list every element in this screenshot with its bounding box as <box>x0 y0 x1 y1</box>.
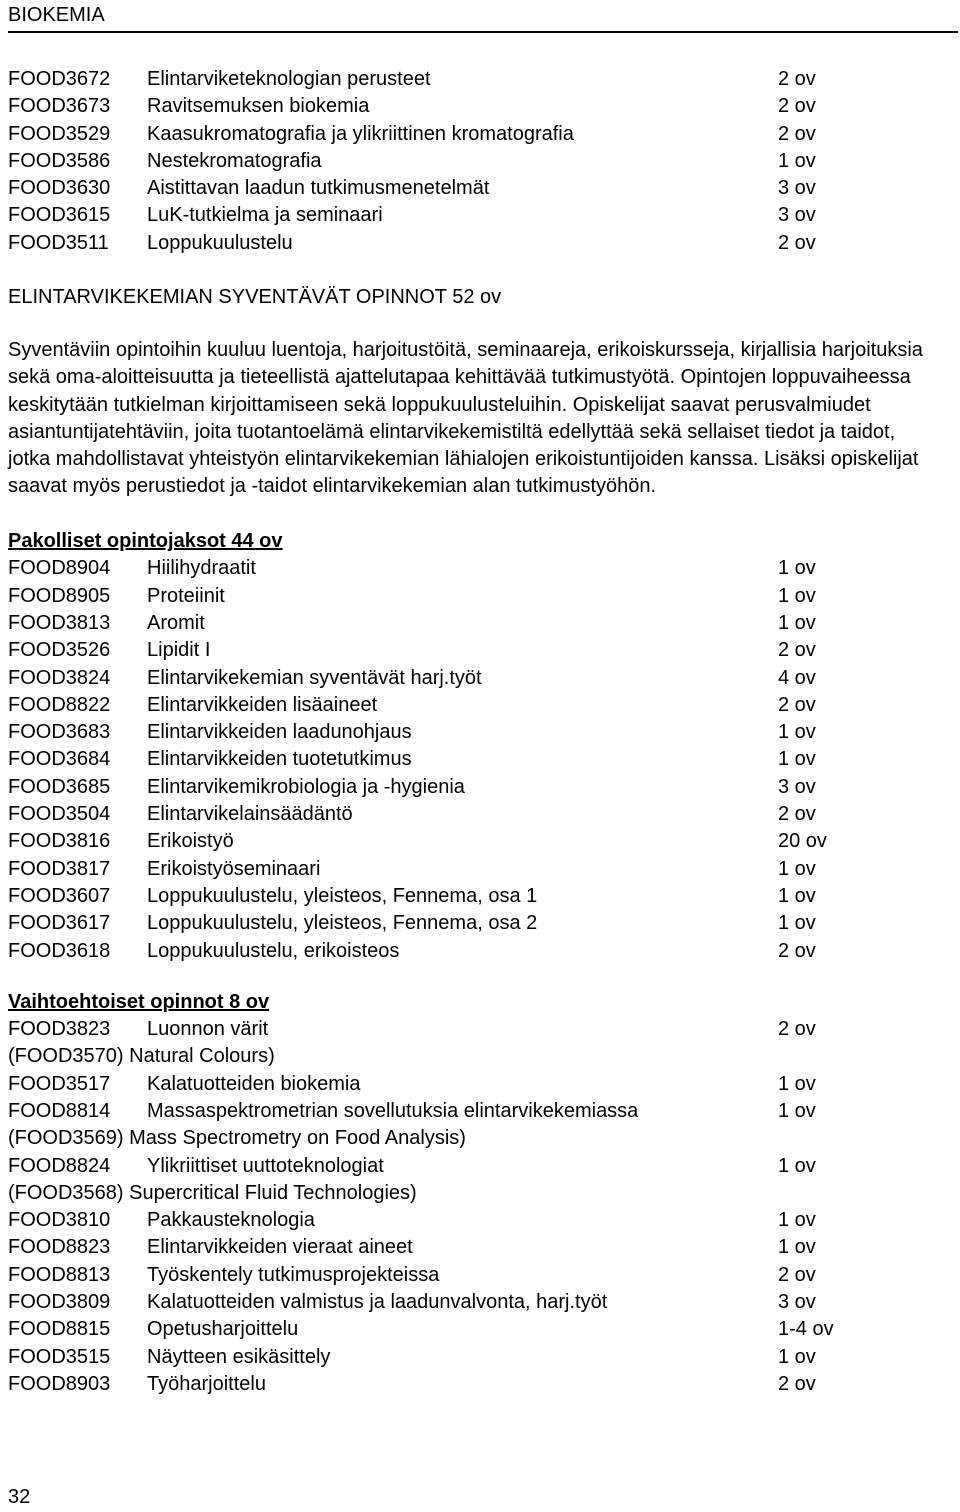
course-credits: 3 ov <box>778 204 816 227</box>
course-credits: 3 ov <box>778 177 816 200</box>
course-name: Loppukuulustelu, erikoisteos <box>147 939 400 962</box>
course-credits: 1 ov <box>778 584 816 607</box>
course-name: LuK-tutkielma ja seminaari <box>147 204 383 227</box>
course-row <box>8 719 938 746</box>
course-code: FOOD3529 <box>8 122 111 145</box>
course-row <box>8 1207 938 1234</box>
course-code: FOOD3630 <box>8 177 111 200</box>
course-name: Elintarviketeknologian perusteet <box>147 68 431 90</box>
course-name: Lipidit I <box>147 639 211 662</box>
course-name: Massaspektrometrian sovellutuksia elintarvikekemiassa <box>147 1099 639 1122</box>
course-credits: 1 ov <box>778 884 816 907</box>
course-credits: 1 ov <box>778 912 816 935</box>
course-row <box>8 202 938 229</box>
course-name: Nestekromatografia <box>147 149 322 172</box>
course-credits: 2 ov <box>778 68 816 90</box>
course-code: FOOD3684 <box>8 748 111 771</box>
course-name: Elintarvikekemian syventävät harj.työt <box>147 666 482 689</box>
course-row <box>8 1371 938 1398</box>
course-row <box>8 121 938 148</box>
english-course-title: (FOOD3568) Supercritical Fluid Technologies) <box>8 1181 417 1204</box>
course-row <box>8 828 938 855</box>
course-row <box>8 230 938 257</box>
course-row <box>8 1289 938 1316</box>
course-row <box>8 856 938 883</box>
course-row <box>8 175 938 202</box>
course-row <box>8 1234 938 1261</box>
course-code: FOOD8813 <box>8 1263 111 1286</box>
course-credits: 1 ov <box>778 857 816 880</box>
course-code: FOOD8815 <box>8 1318 111 1341</box>
header-divider <box>8 31 958 33</box>
course-code: FOOD3683 <box>8 721 111 744</box>
course-row <box>8 746 938 773</box>
advanced-studies-heading: ELINTARVIKEKEMIAN SYVENTÄVÄT OPINNOT 52 ov <box>8 286 502 309</box>
course-row <box>8 555 938 582</box>
course-row <box>8 148 938 175</box>
course-code: FOOD8823 <box>8 1236 111 1259</box>
course-code: FOOD3504 <box>8 803 111 826</box>
course-row <box>8 665 938 692</box>
english-course-title: (FOOD3569) Mass Spectrometry on Food Analysis) <box>8 1127 466 1150</box>
course-code: FOOD3816 <box>8 830 111 853</box>
course-credits: 1 ov <box>778 611 816 634</box>
course-credits: 2 ov <box>778 1372 816 1395</box>
course-code: FOOD8814 <box>8 1099 111 1122</box>
course-name: Elintarvikemikrobiologia ja -hygienia <box>147 775 465 798</box>
course-code: FOOD8903 <box>8 1372 111 1395</box>
page-number: 32 <box>8 1486 31 1508</box>
course-name: Kaasukromatografia ja ylikriittinen kromatografia <box>147 122 574 145</box>
mandatory-course-list <box>8 555 938 964</box>
optional-courses-heading: Vaihtoehtoiset opinnot 8 ov <box>8 990 270 1013</box>
course-code: FOOD3618 <box>8 939 111 962</box>
course-name: Elintarvikkeiden lisäaineet <box>147 693 378 716</box>
course-credits: 1 ov <box>778 748 816 771</box>
course-code: FOOD3685 <box>8 775 111 798</box>
course-row <box>8 1153 938 1180</box>
course-code: FOOD3517 <box>8 1072 111 1095</box>
course-row <box>8 1316 938 1343</box>
course-row <box>8 692 938 719</box>
course-row <box>8 66 938 93</box>
course-code: FOOD3813 <box>8 611 111 634</box>
course-row <box>8 637 938 664</box>
optional-course-list <box>8 1016 938 1398</box>
course-credits: 2 ov <box>778 231 816 254</box>
course-name: Hiilihydraatit <box>147 557 256 580</box>
course-row <box>8 1098 938 1125</box>
english-title-row <box>8 1043 938 1070</box>
course-row <box>8 938 938 965</box>
course-row <box>8 801 938 828</box>
course-name: Pakkausteknologia <box>147 1209 315 1232</box>
course-name: Loppukuulustelu, yleisteos, Fennema, osa 1 <box>147 884 538 907</box>
course-name: Opetusharjoittelu <box>147 1318 299 1341</box>
course-row <box>8 583 938 610</box>
course-credits: 4 ov <box>778 666 816 689</box>
course-code: FOOD3673 <box>8 95 111 118</box>
course-name: Proteiinit <box>147 584 225 607</box>
course-code: FOOD8905 <box>8 584 111 607</box>
chapter-title: BIOKEMIA <box>8 4 105 26</box>
course-name: Kalatuotteiden valmistus ja laadunvalvonta, harj.työt <box>147 1291 608 1314</box>
course-credits: 2 ov <box>778 122 816 145</box>
course-code: FOOD3824 <box>8 666 111 689</box>
course-code: FOOD3515 <box>8 1345 111 1368</box>
course-credits: 2 ov <box>778 95 816 118</box>
course-credits: 2 ov <box>778 639 816 662</box>
course-code: FOOD3526 <box>8 639 111 662</box>
course-name: Näytteen esikäsittely <box>147 1345 331 1368</box>
english-course-title: (FOOD3570) Natural Colours) <box>8 1045 275 1068</box>
course-credits: 1 ov <box>778 1072 816 1095</box>
course-code: FOOD3810 <box>8 1209 111 1232</box>
course-code: FOOD3615 <box>8 204 111 227</box>
course-credits: 1 ov <box>778 1154 816 1177</box>
course-name: Työharjoittelu <box>147 1372 266 1395</box>
course-code: FOOD3511 <box>8 231 109 254</box>
course-credits: 20 ov <box>778 830 827 853</box>
course-code: FOOD3617 <box>8 912 111 935</box>
course-credits: 1 ov <box>778 557 816 580</box>
course-credits: 3 ov <box>778 1291 816 1314</box>
course-name: Loppukuulustelu, yleisteos, Fennema, osa 2 <box>147 912 538 935</box>
course-name: Luonnon värit <box>147 1018 269 1041</box>
course-credits: 2 ov <box>778 693 816 716</box>
english-title-row <box>8 1125 938 1152</box>
document-body <box>8 66 938 1398</box>
course-row <box>8 1262 938 1289</box>
course-row <box>8 1071 938 1098</box>
course-name: Ravitsemuksen biokemia <box>147 95 370 118</box>
course-credits: 1 ov <box>778 1099 816 1122</box>
course-code: FOOD3817 <box>8 857 111 880</box>
course-code: FOOD3809 <box>8 1291 111 1314</box>
course-row <box>8 93 938 120</box>
course-credits: 1 ov <box>778 1236 816 1259</box>
course-credits: 2 ov <box>778 1263 816 1286</box>
basic-course-list <box>8 66 938 257</box>
course-name: Ylikriittiset uuttoteknologiat <box>147 1154 384 1177</box>
course-credits: 3 ov <box>778 775 816 798</box>
page-header <box>0 0 960 32</box>
course-credits: 1 ov <box>778 1345 816 1368</box>
course-row <box>8 910 938 937</box>
course-credits: 2 ov <box>778 939 816 962</box>
course-credits: 1-4 ov <box>778 1318 834 1341</box>
english-title-row <box>8 1180 938 1207</box>
course-name: Elintarvikkeiden vieraat aineet <box>147 1236 413 1259</box>
course-credits: 1 ov <box>778 721 816 744</box>
course-row <box>8 1344 938 1371</box>
course-name: Aistittavan laadun tutkimusmenetelmät <box>147 177 490 200</box>
course-name: Elintarvikelainsäädäntö <box>147 803 353 826</box>
course-code: FOOD3607 <box>8 884 111 907</box>
course-credits: 2 ov <box>778 803 816 826</box>
course-credits: 1 ov <box>778 149 816 172</box>
course-name: Elintarvikkeiden laadunohjaus <box>147 721 412 744</box>
course-code: FOOD8822 <box>8 693 111 716</box>
advanced-studies-description: Syventäviin opintoihin kuuluu luentoja, harjoitustöitä, seminaareja, erikoiskursseja, kirjallisia harjoituksia sekä oma-aloitteisuutta ja tieteellistä ajattelutapaa kehittävää tutkimustyötä. Opintojen loppuvaiheessa keskitytään tutkielman kirjoittamiseen sekä loppukuulusteluihin. Opiskelijat saavat perusvalmiudet asiantuntijatehtäviin, joita tuotantoelämä elintarvikekemistiltä edellyttää sekä sellaiset tiedot ja taidot, jotka mahdollistavat yhteistyön elintarvikekemian lähialojen erikoistuntijoiden kanssa. Lisäksi opiskelijat saavat myös perustiedot ja -taidot elintarvikekemian alan tutkimustyöhön. <box>8 338 923 498</box>
course-name: Elintarvikkeiden tuotetutkimus <box>147 748 412 771</box>
course-name: Erikoistyöseminaari <box>147 857 321 880</box>
course-code: FOOD3672 <box>8 68 111 90</box>
course-row <box>8 883 938 910</box>
course-name: Erikoistyö <box>147 830 234 853</box>
course-name: Loppukuulustelu <box>147 231 293 254</box>
course-code: FOOD8824 <box>8 1154 111 1177</box>
course-credits: 2 ov <box>778 1018 816 1041</box>
mandatory-courses-heading: Pakolliset opintojaksot 44 ov <box>8 530 283 553</box>
course-code: FOOD3823 <box>8 1018 111 1041</box>
course-row <box>8 1016 938 1043</box>
course-row <box>8 774 938 801</box>
course-name: Kalatuotteiden biokemia <box>147 1072 361 1095</box>
course-credits: 1 ov <box>778 1209 816 1232</box>
course-row <box>8 610 938 637</box>
course-code: FOOD3586 <box>8 149 111 172</box>
course-name: Työskentely tutkimusprojekteissa <box>147 1263 440 1286</box>
course-code: FOOD8904 <box>8 557 111 580</box>
course-name: Aromit <box>147 611 205 634</box>
